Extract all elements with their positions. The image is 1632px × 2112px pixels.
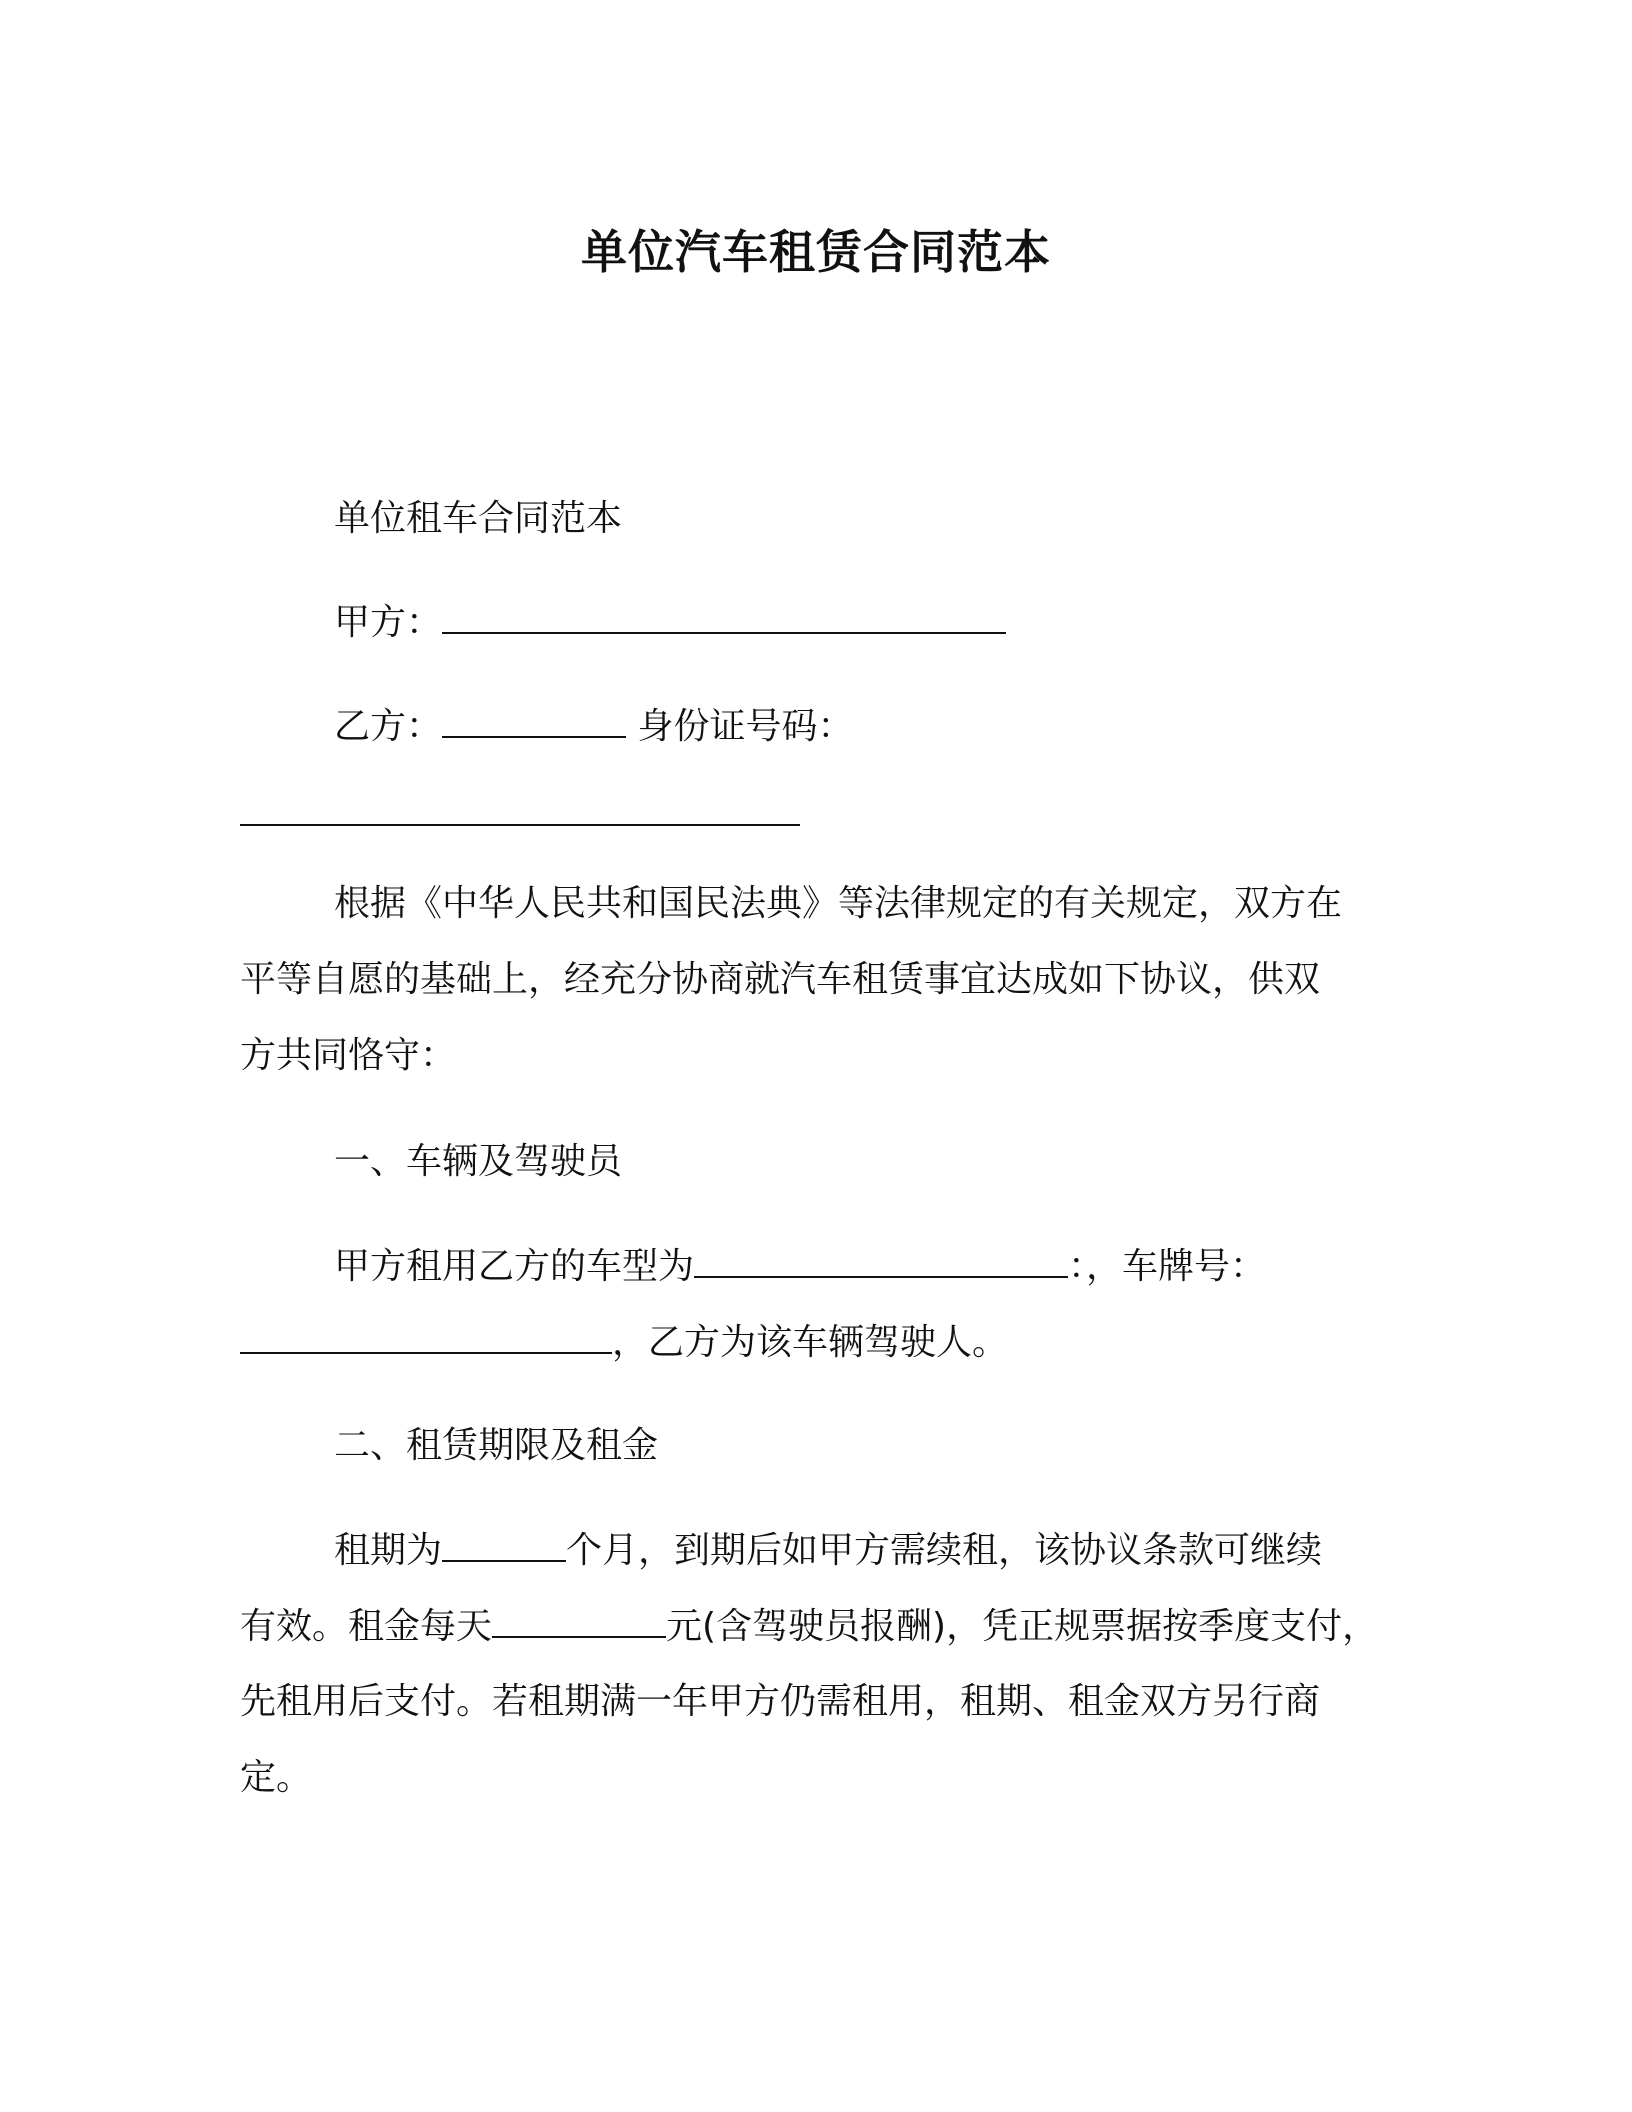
- vehicle-model-blank: [694, 1242, 1068, 1278]
- daily-rent-clause: 元(含驾驶员报酬)，凭正规票据按季度支付，: [666, 1606, 1379, 1647]
- section-2-line-1: [334, 1526, 1322, 1575]
- section-2-line-4: 定。: [240, 1757, 313, 1798]
- lease-months-blank: [442, 1526, 566, 1562]
- section-1-heading: 一、车辆及驾驶员: [334, 1141, 623, 1182]
- document-subtitle: 单位租车合同范本: [334, 498, 623, 539]
- preamble-line-3: 方共同恪守：: [240, 1035, 457, 1076]
- party-b-line: [334, 702, 853, 751]
- section-2-heading: 二、租赁期限及租金: [334, 1425, 659, 1466]
- lease-term-label: 租期为: [334, 1530, 443, 1571]
- party-a-blank: [442, 598, 1006, 634]
- preamble-line-1: 根据《中华人民共和国民法典》等法律规定的有关规定，双方在: [334, 883, 1343, 924]
- party-a-line: [334, 598, 1006, 647]
- id-number-blank-line: [240, 790, 800, 839]
- preamble-line-2: 平等自愿的基础上，经充分协商就汽车租赁事宜达成如下协议，供双: [240, 959, 1321, 1000]
- section-2-line-2: [240, 1602, 1378, 1651]
- party-b-blank: [442, 702, 626, 738]
- daily-rent-blank: [492, 1602, 666, 1638]
- lease-term-clause: 个月，到期后如甲方需续租，该协议条款可继续: [566, 1530, 1323, 1571]
- section-2-line-3: 先租用后支付。若租期满一年甲方仍需租用，租期、租金双方另行商: [240, 1681, 1321, 1722]
- party-b-label: 乙方：: [334, 706, 443, 747]
- plate-number-label: ：，车牌号：: [1068, 1246, 1267, 1287]
- plate-number-blank: [240, 1318, 612, 1354]
- driver-clause: ，乙方为该车辆驾驶人。: [612, 1322, 1009, 1363]
- daily-rent-label: 有效。租金每天: [240, 1606, 493, 1647]
- id-number-blank: [240, 790, 800, 826]
- party-a-label: 甲方：: [334, 602, 443, 643]
- section-1-line-2: [240, 1318, 1008, 1367]
- section-1-line-1: [334, 1242, 1266, 1291]
- id-number-label: 身份证号码：: [637, 706, 854, 747]
- vehicle-model-label: 甲方租用乙方的车型为: [334, 1246, 695, 1287]
- document-title: 单位汽车租赁合同范本: [581, 225, 1051, 279]
